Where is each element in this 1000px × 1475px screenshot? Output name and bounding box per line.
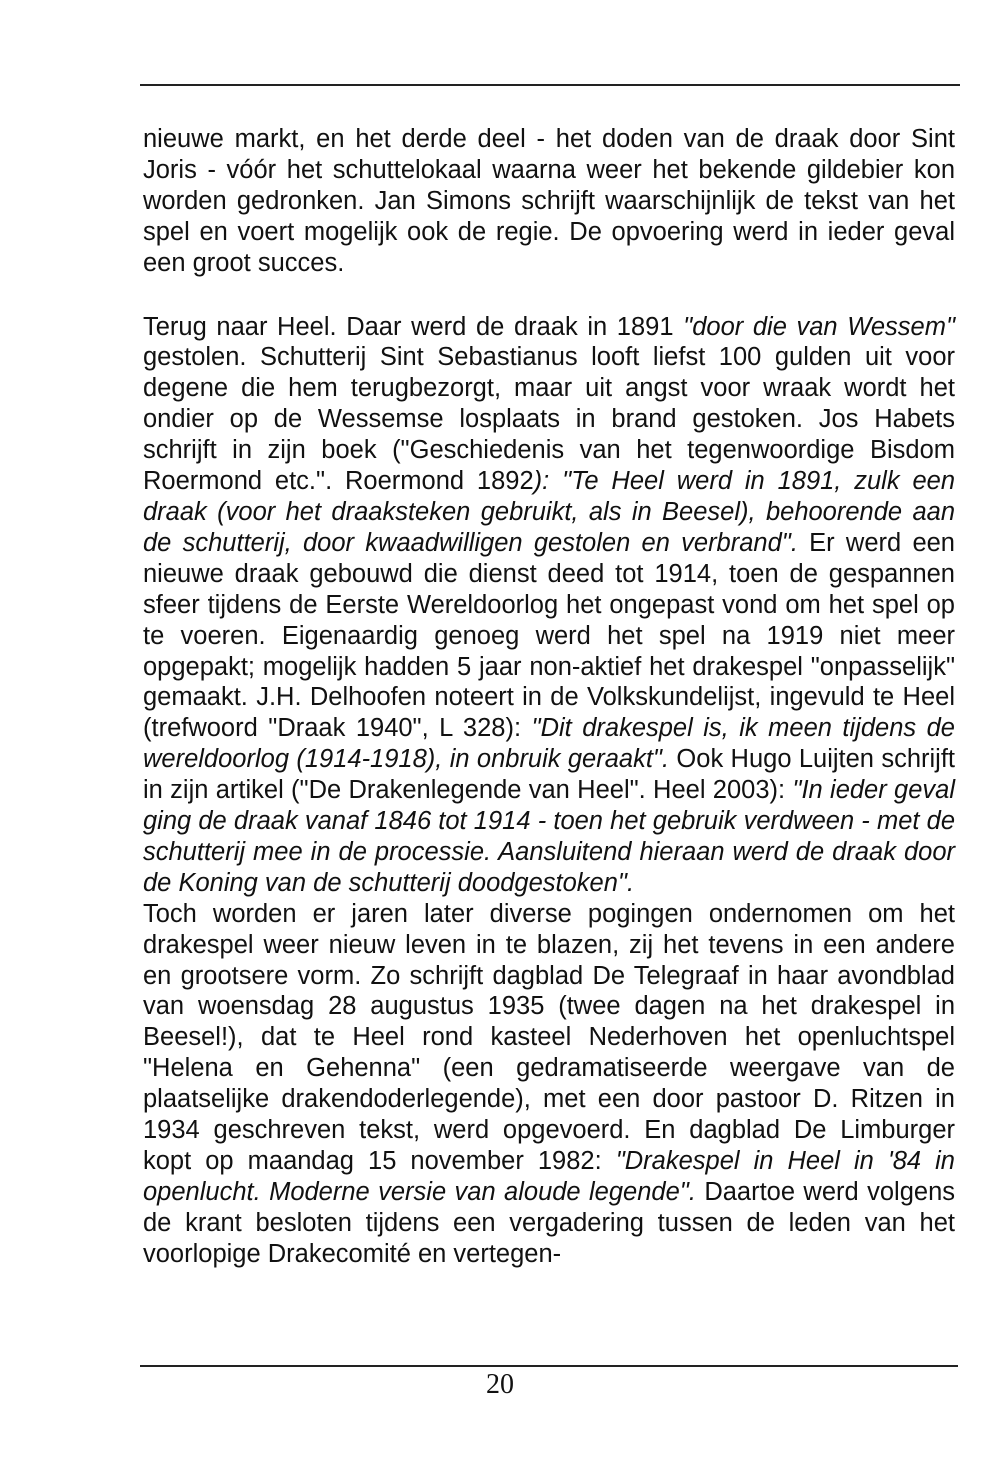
paragraph-2-quote-3: "Dit drakespel is, ik meen tijdens de wereldoorlog (1914-1918), in onbruik geraakt". [143, 714, 955, 774]
paragraph-1 [143, 124, 955, 279]
paragraph-3-text-1: Toch worden er jaren later diverse pogingen ondernomen om het drakespel weer nieuw leven in te blazen, zij het tevens in een andere en grootsere vorm. Zo schrijft dagblad De Telegraaf in haar avondblad van woensdag 28 augustus 1935 (twee dagen na het drakespel in Beesel!), dat te Heel rond kasteel Nederhoven het openluchtspel "Helena en Gehenna" (een gedramatiseerde weergave van de plaatselijke drakendoderlegende), met een door pastoor D. Ritzen in 1934 geschreven tekst, werd opgevoerd. En dagblad De Limburger kopt op maandag 15 november 1982: [143, 899, 955, 1175]
page-body [143, 124, 955, 1270]
bottom-rule [140, 1365, 958, 1367]
paragraph-2-text-3: Er werd een nieuwe draak gebouwd die dienst deed tot 1914, toen de gespannen sfeer tijdens de Eerste Wereldoorlog het ongepast vond om het spel op te voeren. Eigenaardig genoeg werd het spel na 1919 niet meer opgepakt; mogelijk hadden 5 jaar non-aktief het drakespel "onpasselijk" gemaakt. J.H. Delhoofen noteert in de Volkskundelijst, ingevuld te Heel (trefwoord "Draak 1940", L 328): [143, 528, 955, 743]
paragraph-2-text-4: Ook Hugo Luijten schrijft in zijn artikel ("De Drakenlegende van Heel". Heel 2003): [143, 745, 955, 805]
paragraph-1-text: nieuwe markt, en het derde deel - het doden van de draak door Sint Joris - vóór het schuttelokaal waarna weer het bekende gildebier kon worden gedronken. Jan Simons schrijft waarschijnlijk de tekst van het spel en voert mogelijk ook de regie. De opvoering werd in ieder geval een groot succes. [143, 125, 955, 277]
paragraph-2-quote-4: "In ieder geval ging de draak vanaf 1846 tot 1914 - toen het gebruik verdween - met de schutterij mee in de processie. Aansluitend hieraan werd de draak door de Koning van de schutterij doodgestoken". [143, 776, 955, 897]
paragraph-3-quote-1: "Drakespel in Heel in '84 in openlucht. Moderne versie van aloude legende". [143, 1147, 955, 1206]
paragraph-2-text-1: Terug naar Heel. Daar werd de draak in 1891 [143, 312, 684, 341]
paragraph-2-text-2: gestolen. Schutterij Sint Sebastianus looft liefst 100 gulden uit voor degene die hem terugbezorgt, maar uit angst voor wraak wordt het ondier op de Wessemse losplaats in brand gestoken. Jos Habets schrijft in zijn boek ("Geschiedenis van het tegenwoordige Bisdom Roermond etc.". Roermond 1892 [143, 343, 955, 496]
page-number: 20 [486, 1369, 514, 1400]
paragraph-2-quote-2: ): "Te Heel werd in 1891, zulk een draak (voor het draaksteken gebruikt, als in Beesel), behoorende aan de schutterij, door kwaadwilligen gestolen en verbrand". [143, 467, 956, 557]
top-rule [140, 84, 960, 86]
paragraph-2 [143, 312, 955, 899]
paragraph-2-quote-1: "door die van Wessem" [683, 312, 955, 341]
paragraph-3-text-2: Daartoe werd volgens de krant besloten tijdens een vergadering tussen de leden van het voorlopige Drakecomité en vertegen- [143, 1177, 955, 1268]
paragraph-3 [143, 899, 955, 1270]
